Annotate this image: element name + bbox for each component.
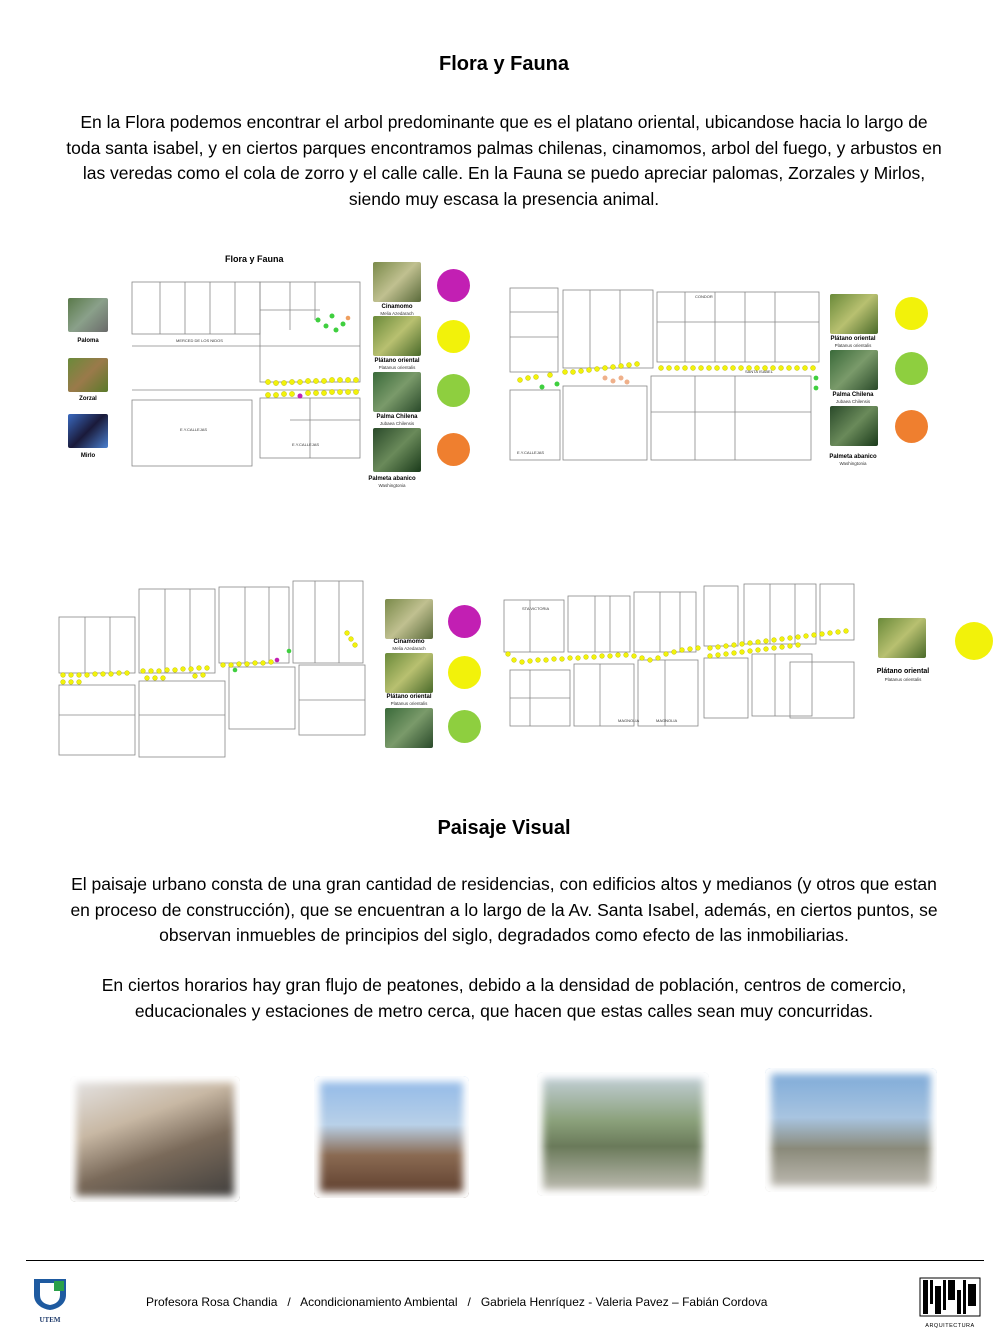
map-4-plan [500,580,1005,740]
legend-sci: Jubaea Chilensis [379,421,415,426]
paisaje-paragraph-2: En ciertos horarios hay gran flujo de peatones, debido a la densidad de población, centros de comercio, educacionales y estaciones de metro cerca, que hacen que estas calles sean muy concurridas. [101,975,907,1021]
street-label: E.Y.CALLEJAS [292,442,320,447]
cinamomo-swatch [437,269,470,302]
map-1-plan [60,250,500,495]
platano-photo [373,316,421,356]
legend-name: Palma Chilena [832,392,874,398]
mirlo-photo [68,414,108,448]
street-label: E.Y.CALLEJAS [180,427,208,432]
fauna-name: Mirlo [80,453,96,459]
legend-name: Palmeta abanico [829,454,877,460]
palmeta-swatch [895,410,928,443]
legend-name: Plátano oriental [386,694,432,700]
map-2-plan [505,282,945,472]
street-label: MAGNOLIA [656,718,678,723]
paisaje-title: Paisaje Visual [437,817,571,839]
legend-sci: Melia Azedarach [392,646,426,651]
map-2 [505,282,945,472]
flora-paragraph: En la Flora podemos encontrar el arbol predominante que es el platano oriental, ubicandose hacia lo largo de toda santa isabel, y en ciertos parques encontramos palmas chilenas, cinamomos, arbol del fuego, y arbustos en las veredas como el cola de zorro y el calle calle. En la Fauna se puedo apreciar palomas, Zorzales y Mirlos, siendo muy escasa la presencia animal. [66,112,942,209]
palmeta-photo [830,406,878,446]
legend-sci: Washingtonia [378,483,406,488]
cinamomo-photo [385,599,433,639]
map-4-trees [506,629,849,665]
footer-credits: Profesora Rosa Chandia / Acondicionamiento Ambiental / Gabriela Henríquez - Valeria Pavez – Fabián Cordova [146,1295,768,1309]
fauna-name: Zorzal [79,396,97,402]
palmeta-swatch [437,433,470,466]
legend-name: Cinamomo [393,639,425,645]
cinamomo-photo [373,262,421,302]
utem-logo-text: UTEM [39,1316,61,1324]
paisaje-paragraph-1: El paisaje urbano consta de una gran cantidad de residencias, con edificios altos y medianos (y otros que estan en proceso de construcción), que se encuentran a lo largo de la Av. Santa Isabel, además, en ciertos puntos, se observan inmuebles de principios del siglo, degradados como efecto de las inmobiliarias. [70,874,938,945]
street-label: STA VICTORIA [522,606,550,611]
palmeta-photo [373,428,421,472]
platano-swatch [448,656,481,689]
legend-name: Plátano oriental [830,336,876,342]
legend-sci: Platanus orientalis [834,343,872,348]
zorzal-photo [68,358,108,392]
photo-street-lamp [765,1068,937,1192]
utem-logo [32,1277,68,1323]
palma-photo [373,372,421,412]
photo-old-houses [314,1076,469,1198]
legend-sci: Jubaea Chilensis [835,399,871,404]
palma-photo [385,708,433,748]
map-3 [55,575,495,760]
street-label: MERCED DE LOS NIDOS [176,338,223,343]
map-4 [500,580,1005,740]
legend-sci: Platanus orientalis [378,365,416,370]
map-1-street-labels [176,338,319,447]
legend-sci: Platanus orientalis [884,677,922,682]
palma-swatch [895,352,928,385]
platano-swatch [437,320,470,353]
map-1 [60,250,500,495]
map-1-trees [265,314,358,399]
map-3-trees [61,631,358,685]
palma-photo [830,350,878,390]
platano-photo [830,294,878,334]
paloma-photo [68,298,108,332]
legend-sci: Melia Azedarach [380,311,414,316]
platano-photo [385,653,433,693]
platano-swatch [955,622,993,660]
flora-title: Flora y Fauna [438,53,570,75]
footer-divider [26,1260,984,1261]
platano-photo [878,618,926,658]
cinamomo-swatch [448,605,481,638]
arquitectura-logo [918,1276,982,1329]
arquitectura-logo-text: ARQUITECTURA [925,1323,975,1329]
platano-swatch [895,297,928,330]
palma-swatch [448,710,481,743]
legend-name: Cinamomo [381,304,413,310]
map-1-heading: Flora y Fauna [225,254,284,264]
legend-sci: Platanus orientalis [390,701,428,706]
street-label: SANTA ISABEL [745,369,773,374]
photo-plaza [537,1072,709,1196]
fauna-name: Paloma [77,338,99,344]
legend-name: Plátano oriental [876,668,930,675]
legend-name: Plátano oriental [374,358,420,364]
legend-name: Palmeta abanico [368,476,416,482]
legend-sci: Washingtonia [839,461,867,466]
street-label: CONDOR [695,294,713,299]
street-label: MAGNOLIA [618,718,640,723]
photo-residential-building [70,1076,240,1202]
street-label: E.Y.CALLEJAS [517,450,545,455]
legend-name: Palma Chilena [376,414,418,420]
palma-swatch [437,374,470,407]
